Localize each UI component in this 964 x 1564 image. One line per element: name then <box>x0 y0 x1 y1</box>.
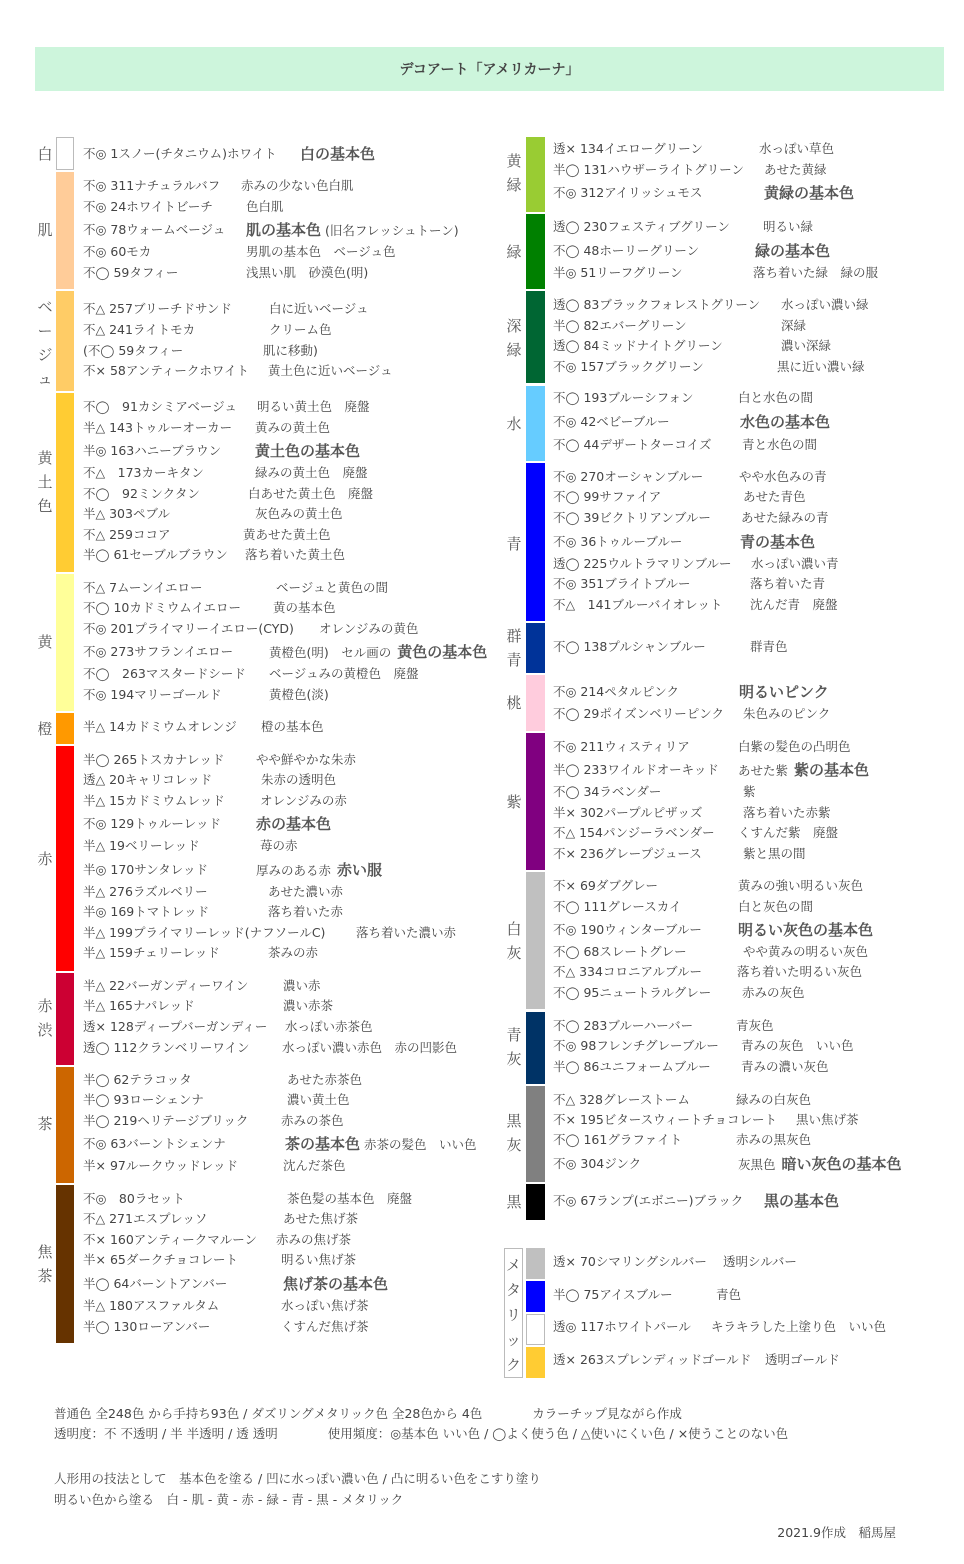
color-code-name: 半◎ 169トマトレッド <box>83 904 210 919</box>
color-description: 落ち着いた緑 緑の服 <box>753 265 879 280</box>
color-emphasis: 紫の基本色 <box>794 761 870 779</box>
left-group-label: 黄 <box>37 633 53 651</box>
color-code-name: 半△ 180アスファルタム <box>83 1298 220 1313</box>
color-description: 白の基本色 <box>300 145 376 163</box>
color-description: あせた濃い赤 <box>268 884 344 899</box>
color-description: 肌に移動) <box>263 343 318 358</box>
color-code-name: 不◎ 270オーシャンブルー <box>553 469 704 484</box>
color-description: 深緑 <box>781 318 807 333</box>
right-color-swatch <box>526 1184 545 1220</box>
left-color-swatch <box>56 574 74 711</box>
color-description: 濃い赤茶 <box>283 998 334 1013</box>
left-color-swatch <box>56 291 74 391</box>
color-code-name: 不△ 271エスプレッソ <box>83 1211 208 1226</box>
right-group-label: 深緑 <box>506 317 522 359</box>
color-emphasis: 黄色の基本色 <box>397 643 488 661</box>
color-code-name: 不△ 334コロニアルブルー <box>553 964 702 979</box>
color-code-name: 不◯ 263マスタードシード <box>83 666 246 681</box>
color-code-name: 透◎ 117ホワイトパール <box>553 1319 691 1334</box>
color-code-name: 不× 195ビタースウィートチョコレート <box>553 1112 778 1127</box>
color-description: 青灰色 <box>736 1018 774 1033</box>
color-description: 明るい緑 <box>763 219 814 234</box>
color-description: 白に近いベージュ <box>269 301 369 316</box>
color-code-name: 不◎ 312アイリッシュモス <box>553 185 703 200</box>
color-description: 沈んだ青 廃盤 <box>750 597 838 612</box>
color-code-name: 半△ 19ベリーレッド <box>83 838 200 853</box>
left-group-label: ベージュ <box>37 298 53 388</box>
color-description: やや黄みの明るい灰色 <box>743 944 869 959</box>
color-description: やや水色みの青 <box>739 469 827 484</box>
color-description: あせた黄緑 <box>764 162 827 177</box>
color-code-name: 不◎ 36トゥルーブルー <box>553 534 683 549</box>
color-description: オレンジみの赤 <box>260 793 347 808</box>
color-description: 黄緑の基本色 <box>764 184 855 202</box>
color-description: 赤みの少ない色白肌 <box>241 178 354 193</box>
color-code-name: 不◎ 63バーントシェンナ <box>83 1136 226 1151</box>
color-code-name: 不◯ 59タフィー <box>83 265 179 280</box>
color-description: 緑の基本色 <box>755 242 831 260</box>
color-description: 落ち着いた黄土色 <box>245 547 346 562</box>
color-description: 茶の基本色 赤茶の髪色 いい色 <box>285 1135 477 1153</box>
color-code-name: 不◎ 194マリーゴールド <box>83 687 222 702</box>
left-group-label: 赤 <box>37 850 53 868</box>
metallic-label-box: メタリック <box>504 1248 523 1378</box>
footer-palette-info: 普通色 全248色 から手持ち93色 / ダズリングメタリック色 全28色から 4色 カラーチップ見ながら作成 <box>54 1406 682 1421</box>
footer-legend: 透明度：不 不透明 / 半 半透明 / 透 透明 使用頻度：◎基本色 いい色 / ◯よく使う色 / △使いにくい色 / ×使うことのない色 <box>54 1426 789 1441</box>
color-code-name: 透× 70シマリングシルバー <box>553 1254 707 1269</box>
color-code-name: 半◎ 51リーフグリーン <box>553 265 683 280</box>
color-code-name: 半△ 303ペブル <box>83 506 170 521</box>
color-code-name: 不× 69ダブグレー <box>553 878 658 893</box>
color-description: 明るい黄土色 廃盤 <box>257 399 370 414</box>
color-description: 緑みの黄土色 廃盤 <box>255 465 368 480</box>
color-code-name: 不◯ 92ミンクタン <box>83 486 200 501</box>
color-code-name: 不◎ 201プライマリーイエロー(CYD) <box>83 621 294 636</box>
right-group-label: 緑 <box>506 243 522 261</box>
color-code-name: 不◎ 24ホワイトビーチ <box>83 199 213 214</box>
color-code-name: 透△ 20キャリコレッド <box>83 772 213 787</box>
right-group-label: 青 <box>506 535 522 553</box>
color-code-name: 半◯ 75アイスブルー <box>553 1287 673 1302</box>
color-code-name: 不◎ 80ラセット <box>83 1191 185 1206</box>
right-group-label: 黒灰 <box>506 1112 522 1154</box>
color-description: 落ち着いた青 <box>750 576 826 591</box>
color-description: 赤みの黒灰色 <box>736 1132 812 1147</box>
color-code-name: 半◯ 219ヘリテージブリック <box>83 1113 249 1128</box>
color-code-name: 透× 134イエローグリーン <box>553 141 704 156</box>
color-code-name: 半△ 22バーガンディーワイン <box>83 978 249 993</box>
color-emphasis: 赤い服 <box>337 861 383 879</box>
color-code-name: 不◎ 311ナチュラルバフ <box>83 178 221 193</box>
right-color-swatch <box>526 623 545 673</box>
color-description: 水色の基本色 <box>740 413 831 431</box>
color-code-name: 半△ 143トゥルーオーカー <box>83 420 233 435</box>
color-code-name: 不◎ 1スノー(チタニウム)ホワイト <box>83 146 277 161</box>
color-code-name: 不△ 241ライトモカ <box>83 322 196 337</box>
color-code-name: 不◯ 68スレートグレー <box>553 944 687 959</box>
color-code-name: 半× 302パープルピザッズ <box>553 805 703 820</box>
color-code-name: 不△ 154パンジーラベンダー <box>553 825 715 840</box>
color-description: 色白肌 <box>246 199 284 214</box>
color-code-name: 不◎ 211ウィスティリア <box>553 739 690 754</box>
color-description: 茶色髪の基本色 廃盤 <box>287 1191 413 1206</box>
color-description: 濃い深緑 <box>781 338 832 353</box>
color-description: 水っぽい焦げ茶 <box>281 1298 369 1313</box>
left-color-swatch <box>56 172 74 289</box>
color-code-name: 半△ 14カドミウムオレンジ <box>83 719 237 734</box>
color-description: 明るい灰色の基本色 <box>738 921 874 939</box>
color-code-name: 不◎ 78ウォームベージュ <box>83 222 226 237</box>
color-code-name: 透◯ 225ウルトラマリンブルー <box>553 556 732 571</box>
left-color-swatch <box>56 746 74 971</box>
color-description: くすんだ紫 廃盤 <box>738 825 839 840</box>
color-code-name: 不◯ 91カシミアベージュ <box>83 399 237 414</box>
color-code-name: 不× 160アンティークマルーン <box>83 1232 258 1247</box>
color-code-name: 透◯ 230フェスティブグリーン <box>553 219 730 234</box>
color-code-name: 不△ 259ココア <box>83 527 171 542</box>
color-code-name: 不× 58アンティークホワイト <box>83 363 249 378</box>
color-code-name: 不◎ 42ベビーブルー <box>553 414 670 429</box>
color-code-name: 不◯ 283ブルーハーバー <box>553 1018 694 1033</box>
color-description: 青と水色の間 <box>742 437 818 452</box>
color-description: 緑みの白灰色 <box>736 1092 812 1107</box>
color-code-name: 不◎ 214ペタルピンク <box>553 684 679 699</box>
color-code-name: 不◎ 190ウィンターブルー <box>553 922 702 937</box>
color-description: 青色 <box>716 1287 742 1302</box>
color-description: 黄土色の基本色 <box>255 442 361 460</box>
color-code-name: 半◯ 86ユニフォームブルー <box>553 1059 711 1074</box>
color-code-name: 半◯ 61セーブルブラウン <box>83 547 228 562</box>
color-code-name: 不◎ 304ジンク <box>553 1156 642 1171</box>
color-description: オレンジみの黄色 <box>319 621 419 636</box>
color-description: 赤みの茶色 <box>281 1113 344 1128</box>
color-code-name: 不× 236グレープジュース <box>553 846 702 861</box>
color-code-name: 半× 65ダークチョコレート <box>83 1252 238 1267</box>
color-code-name: 不◯ 99サファイア <box>553 489 662 504</box>
color-code-name: 透◯ 84ミッドナイトグリーン <box>553 338 723 353</box>
right-group-label: 紫 <box>506 793 522 811</box>
color-description: 赤みの灰色 <box>742 985 805 1000</box>
color-description: 浅黒い肌 砂漠色(明) <box>246 265 369 280</box>
left-color-swatch <box>56 973 74 1065</box>
color-code-name: 半△ 165ナパレッド <box>83 998 195 1013</box>
left-group-label: 赤渋 <box>37 997 53 1039</box>
color-description: 青みの灰色 いい色 <box>741 1038 854 1053</box>
color-code-name: (不◯ 59タフィー <box>83 343 184 358</box>
color-code-name: 半◯ 233ワイルドオーキッド <box>553 762 719 777</box>
color-description: 黄土色に近いベージュ <box>268 363 393 378</box>
right-color-swatch <box>526 463 545 621</box>
color-description: 明るいピンク <box>739 683 829 701</box>
color-description: 水っぽい草色 <box>759 141 835 156</box>
color-code-name: 透◯ 83ブラックフォレストグリーン <box>553 297 761 312</box>
color-code-name: 半× 97ルークウッドレッド <box>83 1158 238 1173</box>
color-code-name: 不◯ 193ブルーシフォン <box>553 390 694 405</box>
color-description: 黄みの強い明るい灰色 <box>738 878 864 893</box>
right-color-swatch <box>526 291 545 383</box>
left-group-label: 肌 <box>37 221 53 239</box>
color-description: あせた紫 紫の基本色 <box>738 761 870 779</box>
color-code-name: 不◯ 111グレースカイ <box>553 899 682 914</box>
color-description: 黒に近い濃い緑 <box>777 359 865 374</box>
color-code-name: 半◯ 82エバーグリーン <box>553 318 687 333</box>
footer-technique: 人形用の技法として 基本色を塗る / 凹に水っぽい濃い色 / 凸に明るい色をこすり塗り <box>54 1471 541 1486</box>
color-description: 肌の基本色 (旧名フレッシュトーン) <box>246 221 459 239</box>
color-code-name: 不◯ 48ホーリーグリーン <box>553 243 700 258</box>
color-code-name: 不◎ 60モカ <box>83 244 152 259</box>
color-description: 男肌の基本色 ベージュ色 <box>246 244 396 259</box>
color-description: ベージュと黄色の間 <box>276 580 389 595</box>
right-group-label: 水 <box>506 415 522 433</box>
footer-painting-order: 明るい色から塗る 白 - 肌 - 黄 - 赤 - 緑 - 青 - 黒 - メタリック <box>54 1492 404 1507</box>
color-description: 白と灰色の間 <box>738 899 814 914</box>
color-description: あせた赤茶色 <box>287 1072 363 1087</box>
color-code-name: 半◯ 62テラコッタ <box>83 1072 192 1087</box>
color-description: 焦げ茶の基本色 <box>283 1275 389 1293</box>
color-code-name: 透◯ 112クランベリーワイン <box>83 1040 250 1055</box>
color-description: 灰色みの黄土色 <box>255 506 343 521</box>
color-description: クリーム色 <box>269 322 332 337</box>
color-description: 朱赤の透明色 <box>261 772 337 787</box>
credit: 2021.9作成 稲馬屋 <box>777 1525 896 1540</box>
metallic-color-swatch <box>526 1347 545 1378</box>
color-description: 白紫の髪色の凸明色 <box>738 739 851 754</box>
color-emphasis: 暗い灰色の基本色 <box>781 1155 902 1173</box>
color-description: 黒い焦げ茶 <box>796 1112 859 1127</box>
color-description: 明るい焦げ茶 <box>281 1252 357 1267</box>
color-description: 濃い赤 <box>283 978 321 993</box>
color-code-name: 半△ 159チェリーレッド <box>83 945 220 960</box>
metallic-color-swatch <box>526 1248 545 1279</box>
color-description: キラキラした上塗り色 いい色 <box>711 1319 887 1334</box>
right-color-swatch <box>526 1086 545 1182</box>
color-code-name: 透× 263スプレンディッドゴールド <box>553 1352 752 1367</box>
color-code-name: 不△ 141ブルーバイオレット <box>553 597 723 612</box>
color-description: くすんだ焦げ茶 <box>281 1319 369 1334</box>
color-code-name: 半◯ 131ハウザーライトグリーン <box>553 162 744 177</box>
color-description: 黄橙色(明) セル画の 黄色の基本色 <box>269 643 488 661</box>
color-code-name: 不◯ 95ニュートラルグレー <box>553 985 712 1000</box>
right-group-label: 黄緑 <box>506 152 522 194</box>
color-description: 黄みの黄土色 <box>255 420 331 435</box>
right-group-label: 黒 <box>506 1193 522 1211</box>
color-description: 厚みのある赤 赤い服 <box>256 861 383 879</box>
color-description: やや鮮やかな朱赤 <box>256 752 357 767</box>
color-description: 水っぽい濃い青 <box>751 556 839 571</box>
color-code-name: 不◎ 157ブラックグリーン <box>553 359 704 374</box>
color-code-name: 不△ 257ブリーチドサンド <box>83 301 232 316</box>
color-description: 沈んだ茶色 <box>283 1158 346 1173</box>
color-description: 落ち着いた赤 <box>268 904 344 919</box>
color-note: 赤茶の髪色 いい色 <box>360 1137 477 1152</box>
color-code-name: 半◎ 170サンタレッド <box>83 862 208 877</box>
color-code-name: 半◎ 163ハニーブラウン <box>83 443 222 458</box>
color-code-name: 半△ 199プライマリーレッド(ナフソールC) <box>83 925 326 940</box>
right-color-swatch <box>526 675 545 731</box>
color-description: 紫 <box>743 784 756 799</box>
right-group-label: 青灰 <box>506 1026 522 1068</box>
color-code-name: 不△ 173カーキタン <box>83 465 204 480</box>
left-group-label: 焦茶 <box>37 1243 53 1285</box>
color-code-name: 半◯ 93ローシェンナ <box>83 1092 204 1107</box>
right-color-swatch <box>526 1012 545 1084</box>
color-description: 紫と黒の間 <box>743 846 806 861</box>
right-color-swatch <box>526 137 545 212</box>
color-description: 赤の基本色 <box>256 815 332 833</box>
color-description: あせた緑みの青 <box>741 510 829 525</box>
color-code-name: 透× 128ディープバーガンディー <box>83 1019 268 1034</box>
right-color-swatch <box>526 386 545 461</box>
left-group-label: 橙 <box>37 720 53 738</box>
color-code-name: 不◯ 29ポイズンベリーピンク <box>553 706 724 721</box>
right-group-label: 桃 <box>506 694 522 712</box>
color-code-name: 半◯ 130ローアンバー <box>83 1319 211 1334</box>
color-description: 透明シルバー <box>723 1254 797 1269</box>
color-description: 水っぽい濃い緑 <box>781 297 869 312</box>
color-description: 赤みの焦げ茶 <box>276 1232 352 1247</box>
color-code-name: 半◯ 64バーントアンバー <box>83 1276 228 1291</box>
color-description: 濃い黄土色 <box>287 1092 350 1107</box>
color-code-name: 不◯ 34ラベンダー <box>553 784 662 799</box>
left-group-label: 白 <box>37 145 53 163</box>
color-description: 水っぽい濃い赤色 赤の凹影色 <box>282 1040 458 1055</box>
color-code-name: 不◯ 44デザートターコイズ <box>553 437 712 452</box>
color-description: 灰黒色 暗い灰色の基本色 <box>738 1155 902 1173</box>
color-description: 落ち着いた赤紫 <box>743 805 831 820</box>
color-code-name: 不◯ 39ビクトリアンブルー <box>553 510 711 525</box>
color-note: (旧名フレッシュトーン) <box>321 223 459 238</box>
left-color-swatch <box>56 1185 74 1343</box>
color-description: 茶みの赤 <box>268 945 319 960</box>
color-description: 青みの濃い灰色 <box>741 1059 829 1074</box>
color-code-name: 不◯ 161グラファイト <box>553 1132 683 1147</box>
color-description: あせた焦げ茶 <box>283 1211 359 1226</box>
left-color-swatch <box>56 393 74 572</box>
color-code-name: 不◎ 67ランプ(エボニー)ブラック <box>553 1193 744 1208</box>
color-description: 水っぽい赤茶色 <box>285 1019 373 1034</box>
color-code-name: 不◎ 98フレンチグレーブルー <box>553 1038 719 1053</box>
color-code-name: 不◎ 129トゥルーレッド <box>83 816 222 831</box>
color-description: あせた青色 <box>743 489 806 504</box>
left-group-label: 黄土色 <box>37 449 53 515</box>
color-description: 朱色みのピンク <box>743 706 831 721</box>
color-description: 透明ゴールド <box>765 1352 840 1367</box>
color-description: 群青色 <box>750 639 788 654</box>
color-description: 黄橙色(淡) <box>269 687 329 702</box>
color-code-name: 不△ 328グレーストーム <box>553 1092 690 1107</box>
color-description: 黄の基本色 <box>273 600 336 615</box>
page-title: デコアート「アメリカーナ」 <box>35 47 944 91</box>
color-code-name: 半△ 276ラズルベリー <box>83 884 208 899</box>
color-description: 青の基本色 <box>740 533 816 551</box>
color-description: ベージュみの黄橙色 廃盤 <box>269 666 419 681</box>
left-color-swatch <box>56 1067 74 1183</box>
color-code-name: 不△ 7ムーンイエロー <box>83 580 203 595</box>
color-code-name: 不◎ 273サフランイエロー <box>83 644 234 659</box>
color-code-name: 不◯ 10カドミウムイエロー <box>83 600 241 615</box>
color-description: 白あせた黄土色 廃盤 <box>248 486 374 501</box>
color-description: 黄あせた黄土色 <box>243 527 331 542</box>
color-description: 黒の基本色 <box>764 1192 840 1210</box>
right-color-swatch <box>526 214 545 289</box>
metallic-color-swatch <box>526 1314 545 1345</box>
color-description: 白と水色の間 <box>738 390 814 405</box>
color-description: 落ち着いた明るい灰色 <box>737 964 863 979</box>
left-color-swatch <box>56 713 74 744</box>
left-color-swatch <box>56 137 74 170</box>
color-description: 苺の赤 <box>260 838 298 853</box>
right-group-label: 白灰 <box>506 920 522 962</box>
color-code-name: 不◎ 351ブライトブルー <box>553 576 691 591</box>
color-code-name: 半◯ 265トスカナレッド <box>83 752 225 767</box>
color-code-name: 半△ 15カドミウムレッド <box>83 793 225 808</box>
left-group-label: 茶 <box>37 1115 53 1133</box>
right-color-swatch <box>526 733 545 870</box>
color-description: 落ち着いた濃い赤 <box>356 925 457 940</box>
right-group-label: 群青 <box>506 627 522 669</box>
right-color-swatch <box>526 872 545 1009</box>
metallic-color-swatch <box>526 1281 545 1312</box>
color-code-name: 不◯ 138プルシャンブルー <box>553 639 706 654</box>
color-description: 橙の基本色 <box>261 719 324 734</box>
